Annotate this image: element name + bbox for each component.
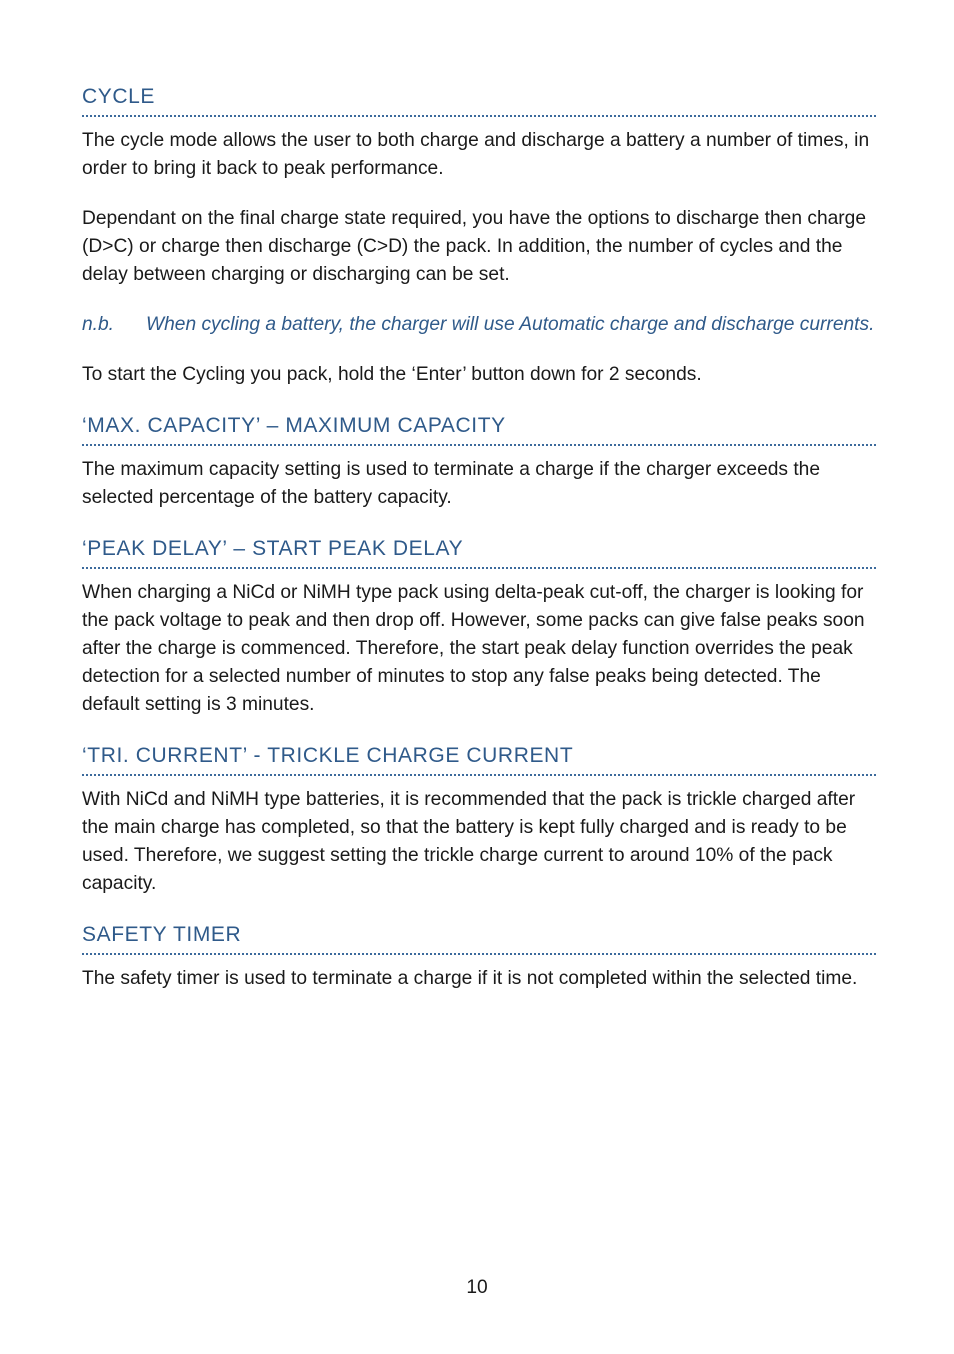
paragraph-cycle-options: Dependant on the final charge state required, you have the options to discharge then charge (D>C) or charge then discharge (C>D) the pack. In addition, the number of cycles and the delay between charging or discharging can be set. bbox=[82, 208, 867, 285]
heading-peak-delay: ‘PEAK DELAY’ – START PEAK DELAY bbox=[82, 534, 876, 569]
note-cycle bbox=[82, 311, 876, 339]
heading-cycle: CYCLE bbox=[82, 82, 876, 117]
heading-tri-current: ‘TRI. CURRENT’ - TRICKLE CHARGE CURRENT bbox=[82, 741, 876, 776]
section-tri-current bbox=[82, 741, 876, 898]
note-label: n.b. bbox=[82, 314, 115, 335]
document-page bbox=[82, 82, 876, 993]
paragraph-cycle-start: To start the Cycling you pack, hold the ‘Enter’ button down for 2 seconds. bbox=[82, 364, 702, 385]
section-cycle bbox=[82, 82, 876, 389]
heading-max-capacity: ‘MAX. CAPACITY’ – MAXIMUM CAPACITY bbox=[82, 411, 876, 446]
paragraph-tri-current: With NiCd and NiMH type batteries, it is recommended that the pack is trickle charged after the main charge has completed, so that the battery is kept fully charged and is ready to be used. Therefore, we suggest setting the trickle charge current to around 10% of the pack capacity. bbox=[82, 789, 856, 894]
paragraph-cycle-intro: The cycle mode allows the user to both charge and discharge a battery a number of times, in order to bring it back to peak performance. bbox=[82, 130, 870, 179]
section-safety-timer bbox=[82, 920, 876, 993]
paragraph-safety-timer: The safety timer is used to terminate a charge if it is not completed within the selected time. bbox=[82, 968, 858, 989]
note-text: When cycling a battery, the charger will use Automatic charge and discharge currents. bbox=[146, 314, 875, 335]
heading-safety-timer: SAFETY TIMER bbox=[82, 920, 876, 955]
section-peak-delay bbox=[82, 534, 876, 719]
paragraph-peak-delay: When charging a NiCd or NiMH type pack using delta-peak cut-off, the charger is looking for the pack voltage to peak and then drop off. However, some packs can give false peaks soon after the charge is commenced. Therefore, the start peak delay function overrides the peak detection for a selected number of minutes to stop any false peaks being detected. The default setting is 3 minutes. bbox=[82, 582, 865, 715]
section-max-capacity bbox=[82, 411, 876, 512]
paragraph-max-capacity: The maximum capacity setting is used to terminate a charge if the charger exceeds the selected percentage of the battery capacity. bbox=[82, 459, 821, 508]
page-number: 10 bbox=[466, 1277, 488, 1298]
